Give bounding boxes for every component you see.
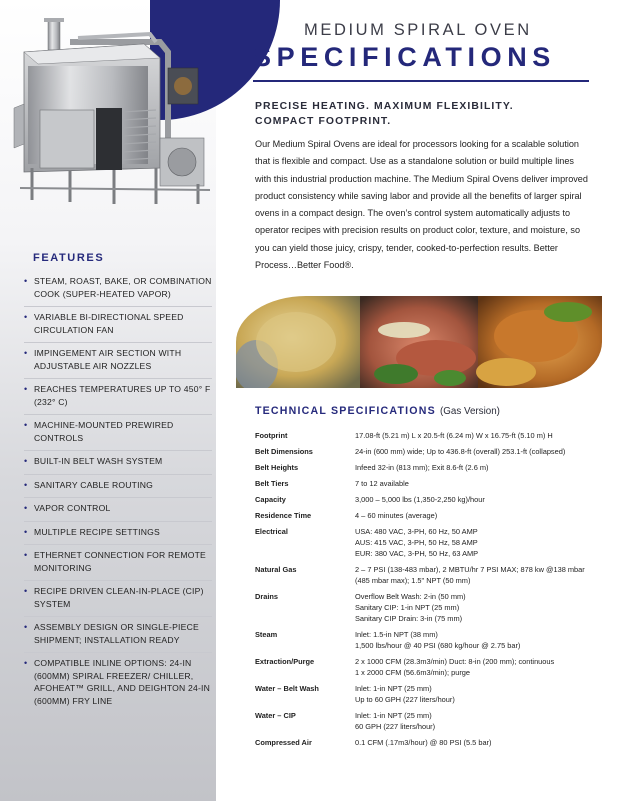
spec-row	[255, 656, 605, 683]
feature-item: • STEAM, ROAST, BAKE, OR COMBINATION COOK (SUPER-HEATED VAPOR)	[24, 271, 212, 307]
spec-row	[255, 683, 605, 710]
spec-value-line: 7 to 12 available	[355, 479, 409, 488]
spec-value	[355, 526, 605, 564]
technical-specs-heading: TECHNICAL SPECIFICATIONS	[255, 405, 436, 417]
features-title: FEATURES	[33, 252, 105, 264]
page-title: SPECIFICATIONS	[253, 42, 556, 72]
spec-value	[355, 564, 605, 591]
technical-specs-table	[255, 430, 605, 753]
feature-item: • ETHERNET CONNECTION FOR REMOTE MONITORING	[24, 545, 212, 581]
technical-specs-version: (Gas Version)	[440, 406, 500, 417]
spec-value	[355, 629, 605, 656]
spec-value-line: USA: 480 VAC, 3-PH, 60 Hz, 50 AMP	[355, 527, 478, 536]
intro-lead	[255, 99, 585, 129]
spec-row	[255, 564, 605, 591]
spec-row	[255, 526, 605, 564]
spec-value-line: 3,000 – 5,000 lbs (1,350-2,250 kg)/hour	[355, 495, 485, 504]
intro-body: Our Medium Spiral Ovens are ideal for processors looking for a scalable solution that is flexible and compact. Use as a standalone solution or build multiple lines with this industrial production machine. The Medium Spiral Ovens deliver improved product consistency while saving labor and provide all the benefits of larger spiral ovens in a compact design. The oven’s control system automatically adjusts to operator recipes with precision results on product color, texture, and moisture, so you can yield those juicy, crispy, tender, cooked-to-perfection results. Better Process…Better Food®.	[255, 139, 588, 271]
feature-item: • ASSEMBLY DESIGN OR SINGLE-PIECE SHIPMENT; INSTALLATION READY	[24, 617, 212, 653]
feature-item: • MACHINE-MOUNTED PREWIRED CONTROLS	[24, 415, 212, 451]
spec-value	[355, 494, 605, 510]
spec-value	[355, 737, 605, 753]
spec-label: Capacity	[255, 495, 286, 504]
spec-value-line: Inlet: 1-in NPT (25 mm)	[355, 684, 432, 693]
spec-row	[255, 462, 605, 478]
spec-label: Belt Heights	[255, 463, 299, 472]
spec-label: Residence Time	[255, 511, 312, 520]
spec-value-line: 1,500 lbs/hour @ 40 PSI (680 kg/hour @ 2.75 bar)	[355, 641, 521, 650]
spec-value-line: Inlet: 1.5-in NPT (38 mm)	[355, 630, 438, 639]
spec-label: Natural Gas	[255, 565, 297, 574]
spec-value-line: 60 GPH (227 liters/hour)	[355, 722, 436, 731]
feature-item: • VARIABLE BI-DIRECTIONAL SPEED CIRCULATION FAN	[24, 307, 212, 343]
spec-value	[355, 446, 605, 462]
spec-value-line: 1 x 2000 CFM (56.6m3/min); purge	[355, 668, 471, 677]
feature-item: • REACHES TEMPERATURES UP TO 450° F (232° C)	[24, 379, 212, 415]
page-subtitle: MEDIUM SPIRAL OVEN	[304, 21, 532, 39]
spec-row	[255, 710, 605, 737]
spec-value	[355, 710, 605, 737]
spec-label: Extraction/Purge	[255, 657, 315, 666]
spec-value-line: Up to 60 GPH (227 liters/hour)	[355, 695, 455, 704]
spec-value-line: 24-in (600 mm) wide; Up to 436.8-ft (overall) 253.1-ft (collapsed)	[355, 447, 566, 456]
food-photo-strip	[236, 296, 602, 388]
feature-item: • SANITARY CABLE ROUTING	[24, 475, 212, 499]
spec-value-line: Sanitary CIP: 1-in NPT (25 mm)	[355, 603, 460, 612]
spec-value-line: 0.1 CFM (.17m3/hour) @ 80 PSI (5.5 bar)	[355, 738, 492, 747]
spec-value-line: Inlet: 1-in NPT (25 mm)	[355, 711, 432, 720]
spec-value-line: 17.08-ft (5.21 m) L x 20.5-ft (6.24 m) W x 16.75-ft (5.10 m) H	[355, 431, 553, 440]
spec-value-line: Sanitary CIP Drain: 3-in (75 mm)	[355, 614, 463, 623]
spec-label: Drains	[255, 592, 279, 601]
spec-row	[255, 629, 605, 656]
spec-value	[355, 478, 605, 494]
intro-lead-line-1: PRECISE HEATING. MAXIMUM FLEXIBILITY.	[255, 101, 514, 112]
spec-label: Water – CIP	[255, 711, 296, 720]
spec-label: Steam	[255, 630, 278, 639]
spec-row	[255, 430, 605, 446]
spec-row	[255, 737, 605, 753]
spec-row	[255, 446, 605, 462]
spec-label: Electrical	[255, 527, 288, 536]
spec-value-line: AUS: 415 VAC, 3-PH, 50 Hz, 58 AMP	[355, 538, 478, 547]
spec-value	[355, 430, 605, 446]
feature-item: • IMPINGEMENT AIR SECTION WITH ADJUSTABLE AIR NOZZLES	[24, 343, 212, 379]
feature-item: • COMPATIBLE INLINE OPTIONS: 24-IN (600MM) SPIRAL FREEZER/ CHILLER, AFOHEAT™ GRILL, AND DEIGHTON 24-IN (600MM) FRY LINE	[24, 653, 212, 713]
spec-label: Compressed Air	[255, 738, 312, 747]
intro-lead-line-2: COMPACT FOOTPRINT.	[255, 116, 392, 127]
spec-value	[355, 591, 605, 629]
feature-item: • BUILT-IN BELT WASH SYSTEM	[24, 451, 212, 475]
spiral-oven-machine-image	[10, 18, 216, 210]
spec-label: Footprint	[255, 431, 288, 440]
technical-specs-title	[255, 405, 500, 417]
spec-label: Belt Tiers	[255, 479, 289, 488]
spec-value	[355, 683, 605, 710]
spec-value-line: Overflow Belt Wash: 2-in (50 mm)	[355, 592, 466, 601]
spec-row	[255, 510, 605, 526]
spec-value-line: EUR: 380 VAC, 3-PH, 50 Hz, 63 AMP	[355, 549, 479, 558]
spec-value	[355, 462, 605, 478]
spec-label: Belt Dimensions	[255, 447, 313, 456]
title-divider	[253, 80, 589, 82]
feature-item: • MULTIPLE RECIPE SETTINGS	[24, 522, 212, 546]
spec-row	[255, 591, 605, 629]
feature-item: • RECIPE DRIVEN CLEAN-IN-PLACE (CIP) SYSTEM	[24, 581, 212, 617]
spec-value-line: (485 mbar max); 1.5" NPT (50 mm)	[355, 576, 471, 585]
spec-value	[355, 656, 605, 683]
feature-item: • VAPOR CONTROL	[24, 498, 212, 522]
spec-row	[255, 494, 605, 510]
spec-value-line: Infeed 32-in (813 mm); Exit 8.6-ft (2.6 m)	[355, 463, 489, 472]
spec-value-line: 2 x 1000 CFM (28.3m3/min) Duct: 8-in (200 mm); continuous	[355, 657, 555, 666]
spec-value	[355, 510, 605, 526]
spec-value-line: 4 – 60 minutes (average)	[355, 511, 438, 520]
spec-row	[255, 478, 605, 494]
spec-value-line: 2 – 7 PSI (138-483 mbar), 2 MBTU/hr 7 PSI MAX; 878 kw @138 mbar	[355, 565, 585, 574]
features-list	[24, 271, 212, 713]
spec-label: Water – Belt Wash	[255, 684, 319, 693]
